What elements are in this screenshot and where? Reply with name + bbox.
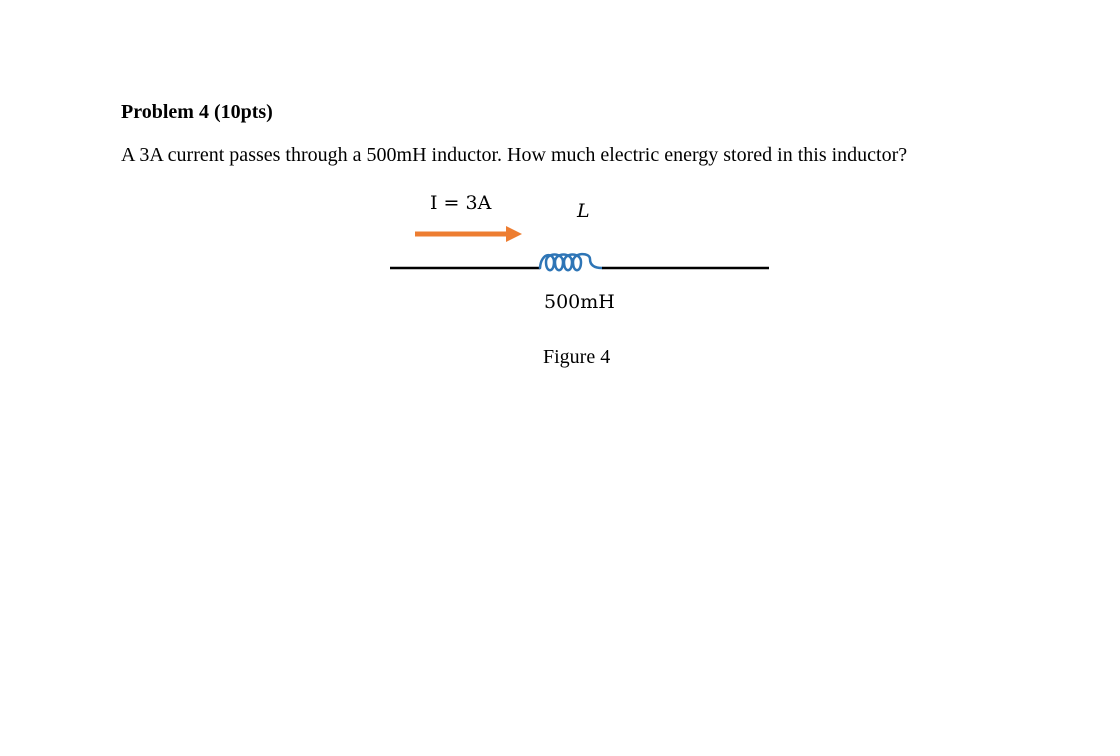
figure-caption: Figure 4 — [543, 346, 611, 368]
circuit-figure — [380, 185, 780, 385]
problem-question: A 3A current passes through a 500mH inductor. How much electric energy stored in this inductor? — [121, 144, 908, 166]
inductor-symbol-label: L — [577, 200, 590, 222]
current-arrow-head — [506, 226, 522, 242]
inductor-coil — [540, 254, 602, 270]
inductor-value-label: 500mH — [544, 291, 615, 313]
problem-title: Problem 4 (10pts) — [121, 101, 273, 123]
current-label: I = 3A — [430, 192, 492, 214]
